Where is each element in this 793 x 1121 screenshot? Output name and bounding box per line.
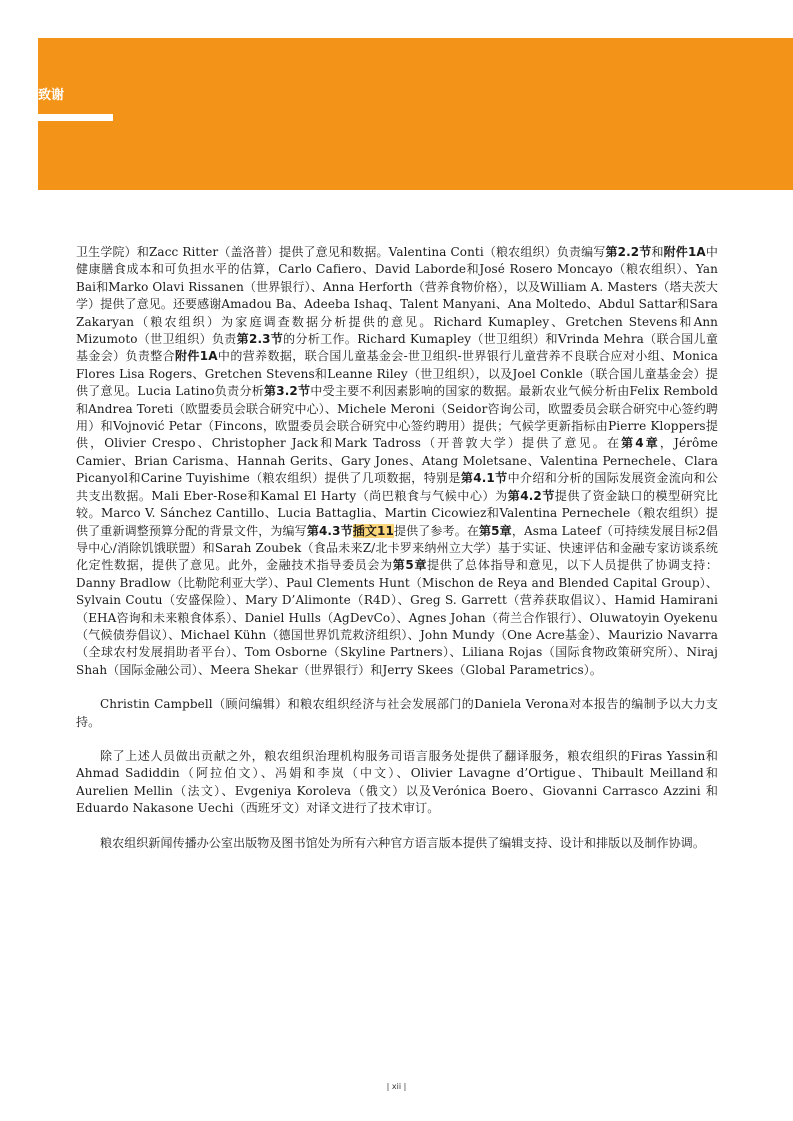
bold-reference: 第2.3节 <box>236 332 284 347</box>
bold-reference: 第5章 <box>392 558 428 573</box>
bold-reference: 第4.2节 <box>507 488 555 503</box>
text-run: 中介绍和分析的国际发展资金流向和公共支出数据。Mali Eber-Rose和Kamal El Harty（尚巴粮食与气候中心）为 <box>76 471 719 503</box>
bold-reference: 第4.1节 <box>460 471 508 486</box>
text-run: 提供了参考。在 <box>393 523 480 538</box>
bold-reference: 插文11 <box>352 523 394 538</box>
bold-reference: 第2.2节 <box>605 245 652 259</box>
text-run: 卫生学院）和Zacc Ritter（盖洛普）提供了意见和数据。Valentina Conti（粮农组织）负责编写 <box>76 245 606 259</box>
text-run: 中的营养数据，联合国儿童基金会-世卫组织-世界银行儿童营养不良联合应对小组、Monica Flores Lisa Rogers、Gretchen Stevens和Leanne Riley（世卫组织），以及Joel Conkle（联合国儿童基金会）提供了意见。Lucia Latino负责分析 <box>76 349 719 399</box>
paragraph-2 <box>76 696 718 731</box>
bold-reference: 第4.3节 <box>306 523 353 538</box>
paragraph-1 <box>76 244 718 679</box>
text-run: 提供了总体指导和意见，以下人员提供了协调支持：Danny Bradlow（比勒陀利亚大学）、Paul Clements Hunt（Mischon de Reya and Blended Capital Group）、Sylvain Coutu（安盛保险）、Mary D’Alimonte（R4D）、Greg S. Garrett（营养获取倡议）、Hamid Hamirani（EHA咨询和未来粮食体系）、Daniel Hulls（AgDevCo）、Agnes Johan（荷兰合作银行）、Oluwatoyin Oyekenu（气候债券倡议）、Michael Kühn（德国世界饥荒救济组织）、John Mundy（One Acre基金）、Maurizio Navarra（全球农村发展捐助者平台）、Tom Osborne（Skyline Partners）、Liliana Rojas（国际食物政策研究所）、Niraj Shah（国际金融公司）、Meera Shekar（世界银行）和Jerry Skees（Global Parametrics）。 <box>76 558 718 677</box>
text-run: 粮农组织新闻传播办公室出版物及图书馆处为所有六种官方语言版本提供了编辑支持、设计和排版以及制作协调。 <box>100 835 706 850</box>
paragraph-3 <box>76 748 718 818</box>
text-run: ，Asma Lateef（可持续发展目标2倡导中心/消除饥饿联盟）和Sarah Zoubek（食品未来Z/北卡罗来纳州立大学）基于实证、快速评估和金融专家访谈系统化定性数据，提供了意见。此外，金融技术指导委员会为 <box>76 523 718 573</box>
text-run: 的分析工作。Richard Kumapley（世卫组织）和Vrinda Mehra（联合国儿童基金会）负责整合 <box>76 332 718 364</box>
bold-reference: 附件1A <box>175 349 218 364</box>
bold-reference: 附件1A <box>663 245 706 259</box>
title-underline <box>38 114 113 121</box>
text-run: 提供了资金缺口的模型研究比较。Marco V. Sánchez Cantillo、Lucia Battaglia、Martin Cicowiez和Valentina Pernechele（粮农组织）提供了重新调整预算分配的背景文件，为编写 <box>76 488 718 538</box>
body-text <box>76 244 718 869</box>
section-title: 致谢 <box>38 88 65 103</box>
text-run: 中健康膳食成本和可负担水平的估算，Carlo Cafiero、David Laborde和José Rosero Moncayo（粮农组织）、Yan Bai和Marko Olavi Rissanen（世界银行）、Anna Herforth（营养食物价格），以及William A. Masters（塔夫茨大学）提供了意见。还要感谢Amadou Ba、Adeeba Ishaq、Talent Manyani、Ana Moltedo、Abdul Sattar和Sara Zakaryan（粮农组织）为家庭调查数据分析提供的意见。Richard Kumapley、Gretchen Stevens和Ann Mizumoto（世卫组织）负责 <box>76 245 718 347</box>
text-run: Christin Campbell（顾问编辑）和粮农组织经济与社会发展部门的Daniela Verona对本报告的编制予以大力支持。 <box>76 697 718 729</box>
text-run: 和 <box>651 245 664 259</box>
text-run: ，Jérôme Camier、Brian Carisma、Hannah Gerits、Gary Jones、Atang Moletsane、Valentina Pernechele、Clara Picanyol和Carine Tuyishime（粮农组织）提供了几项数据，特别是 <box>76 436 719 486</box>
text-run: 中受主要不利因素影响的国家的数据。最新农业气候分析由Felix Rembold和Andrea Toreti（欧盟委员会联合研究中心）、Michele Meroni（Seidor咨询公司，欧盟委员会联合研究中心签约聘用）和Vojnović Petar（Fincons，欧盟委员会联合研究中心签约聘用）提供；气候学更新指标由Pierre Kloppers提供，Olivier Crespo、Christopher Jack和Mark Tadross（开普敦大学）提供了意见。在 <box>76 384 719 451</box>
bold-reference: 第4章 <box>621 436 660 451</box>
page-number: | xii | <box>386 1082 407 1091</box>
text-run: 除了上述人员做出贡献之外，粮农组织治理机构服务司语言服务处提供了翻译服务，粮农组织的Firas Yassin和Ahmad Sadiddin（阿拉伯文）、冯娟和李岚（中文）、Olivier Lavagne d’Ortigue、Thibault Meilland和Aurelien Mellin（法文）、Evgeniya Koroleva（俄文）以及Verónica Boero、Giovanni Carrasco Azzini 和Eduardo Nakasone Uechi（西班牙文）对译文进行了技术审订。 <box>76 748 718 816</box>
paragraph-4 <box>76 835 718 852</box>
bold-reference: 第5章 <box>479 523 512 538</box>
bold-reference: 第3.2节 <box>264 384 311 399</box>
header-band <box>38 38 793 190</box>
